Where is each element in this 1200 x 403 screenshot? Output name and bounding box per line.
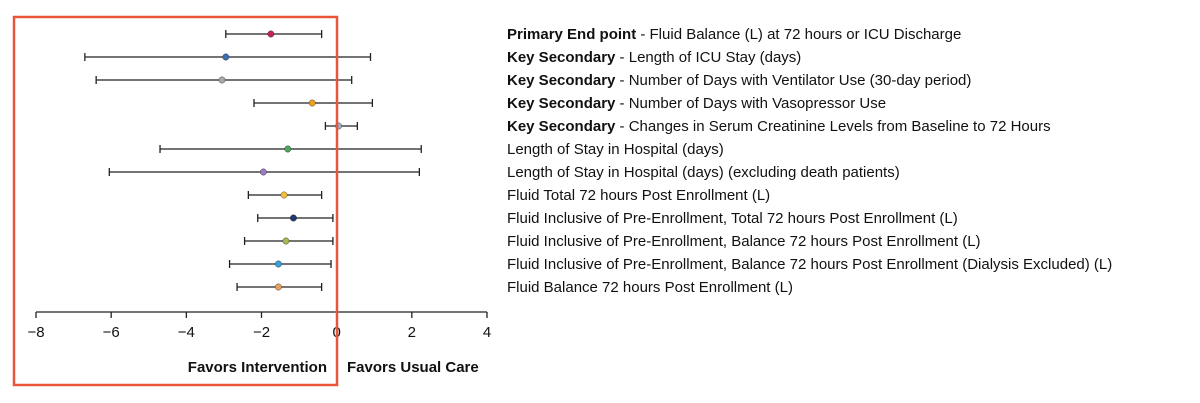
- estimate-point: [285, 146, 291, 152]
- row-label-prefix: Primary End point: [507, 26, 637, 43]
- x-tick-label: −8: [27, 324, 45, 341]
- row-label: [507, 72, 971, 89]
- favors-usual-care-label: Favors Usual Care: [347, 359, 479, 376]
- forest-row: [230, 260, 331, 268]
- estimate-point: [268, 31, 274, 37]
- row-label: [507, 164, 900, 181]
- row-label: [507, 210, 958, 227]
- x-tick-label: 4: [482, 324, 492, 341]
- row-label-text: Length of Stay in Hospital (days): [507, 141, 724, 158]
- estimate-point: [223, 54, 229, 60]
- row-label-text: Fluid Inclusive of Pre-Enrollment, Total 72 hours Post Enrollment (L): [507, 210, 958, 227]
- forest-row: [226, 30, 322, 38]
- row-label: [507, 49, 801, 66]
- estimate-point: [309, 100, 315, 106]
- row-label-text: - Length of ICU Stay (days): [615, 49, 802, 66]
- x-axis: [27, 312, 491, 341]
- forest-row: [85, 53, 371, 61]
- forest-row: [254, 99, 372, 107]
- row-label-text: - Number of Days with Ventilator Use (30-day period): [615, 72, 972, 89]
- row-label-text: - Changes in Serum Creatinine Levels from Baseline to 72 Hours: [615, 118, 1051, 135]
- row-label-text: - Number of Days with Vasopressor Use: [615, 95, 887, 112]
- row-label: [507, 279, 793, 296]
- row-label-prefix: Key Secondary: [507, 49, 616, 66]
- estimate-point: [275, 261, 281, 267]
- row-label-text: Fluid Inclusive of Pre-Enrollment, Balance 72 hours Post Enrollment (L): [507, 233, 981, 250]
- estimate-point: [290, 215, 296, 221]
- estimate-point: [275, 284, 281, 290]
- estimate-point: [260, 169, 266, 175]
- forest-row: [248, 191, 321, 199]
- x-tick-label: 0: [332, 324, 341, 341]
- x-tick-label: −6: [102, 324, 120, 341]
- row-label: [507, 26, 961, 43]
- row-label-text: Fluid Total 72 hours Post Enrollment (L): [507, 187, 771, 204]
- forest-row: [237, 283, 322, 291]
- row-label: [507, 187, 770, 204]
- estimate-point: [281, 192, 287, 198]
- row-label: [507, 95, 886, 112]
- forest-row: [325, 122, 357, 130]
- x-tick-label: 2: [407, 324, 417, 341]
- row-label-prefix: Key Secondary: [507, 95, 616, 112]
- forest-row: [258, 214, 333, 222]
- row-label-prefix: Key Secondary: [507, 118, 616, 135]
- row-label-text: Fluid Balance 72 hours Post Enrollment (L): [507, 279, 793, 296]
- forest-row: [109, 168, 419, 176]
- row-label: [507, 141, 724, 158]
- row-label: [507, 256, 1112, 273]
- favors-intervention-label: Favors Intervention: [187, 359, 327, 376]
- row-label-text: Fluid Inclusive of Pre-Enrollment, Balance 72 hours Post Enrollment (Dialysis Excluded) (L): [507, 256, 1113, 273]
- row-label-text: Length of Stay in Hospital (days) (excluding death patients): [507, 164, 900, 181]
- highlight-box: [14, 17, 337, 385]
- row-label-text: - Fluid Balance (L) at 72 hours or ICU Discharge: [636, 26, 962, 43]
- x-tick-label: −4: [177, 324, 195, 341]
- forest-row: [160, 145, 421, 153]
- forest-row: [96, 76, 352, 84]
- estimate-rows: [85, 30, 421, 291]
- estimate-point: [219, 77, 225, 83]
- row-label: [507, 233, 981, 250]
- row-label-prefix: Key Secondary: [507, 72, 616, 89]
- forest-row: [245, 237, 333, 245]
- x-tick-label: −2: [252, 324, 271, 341]
- estimate-point: [283, 238, 289, 244]
- row-label: [507, 118, 1051, 135]
- row-labels: [507, 26, 1112, 296]
